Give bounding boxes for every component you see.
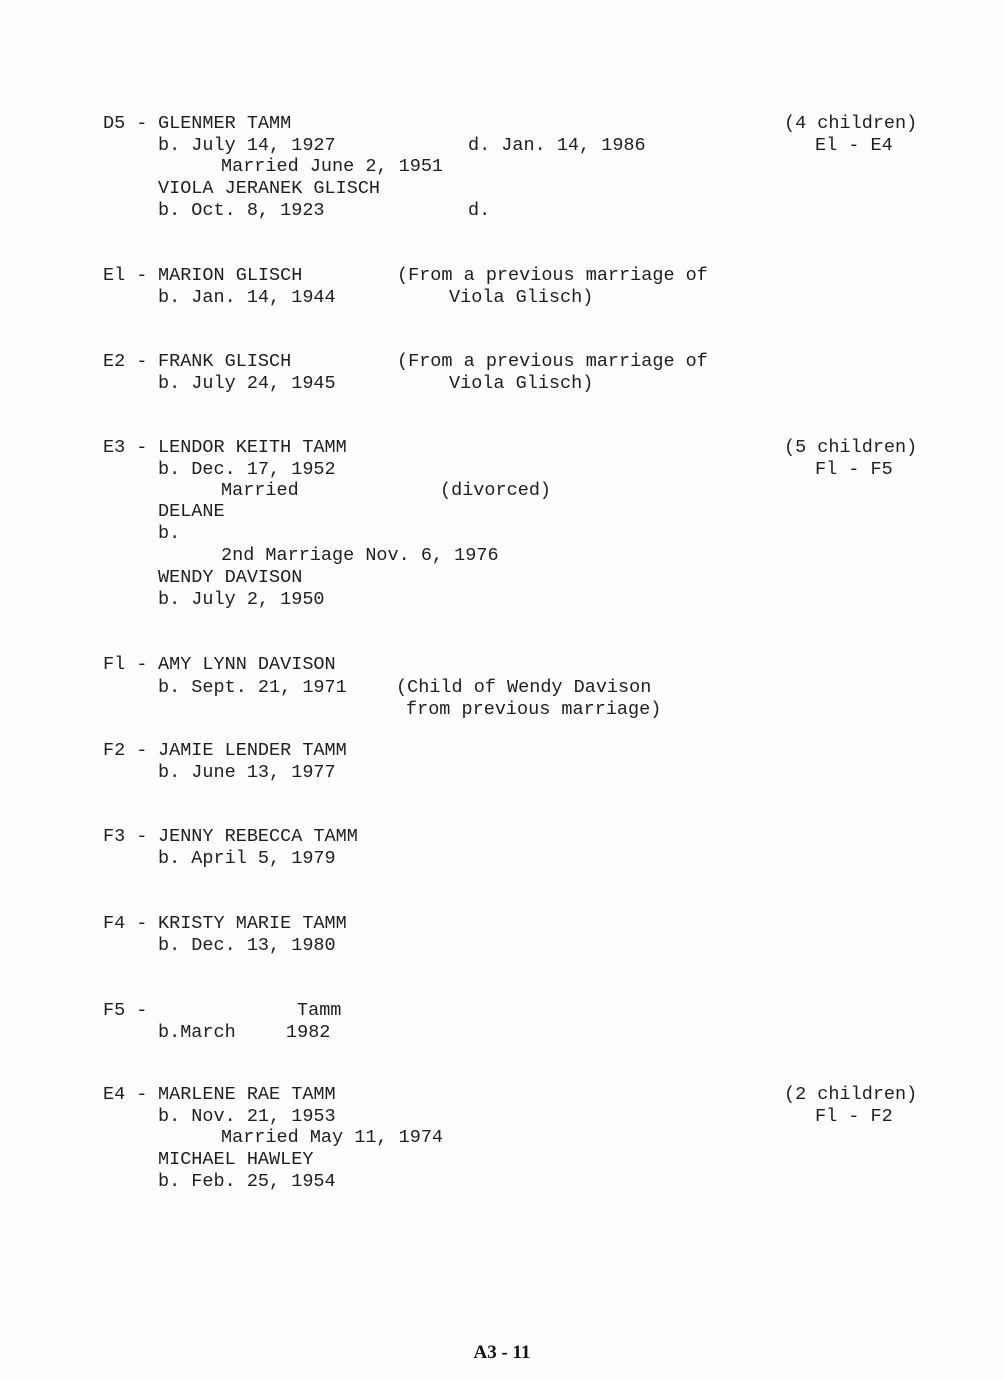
person-name: MARLENE RAE TAMM	[158, 1084, 336, 1105]
second-marriage-date: 2nd Marriage Nov. 6, 1976	[221, 545, 499, 566]
second-spouse-name: WENDY DAVISON	[158, 567, 303, 588]
marriage-label: Married	[221, 480, 299, 501]
person-name: AMY LYNN DAVISON	[158, 654, 336, 675]
entry-id: F4 -	[103, 913, 148, 934]
entry-id: Fl -	[103, 654, 148, 675]
note-line-1: (From a previous marriage of	[397, 265, 708, 286]
spouse-birth-date: b. Feb. 25, 1954	[158, 1171, 336, 1192]
entry-id: E2 -	[103, 351, 148, 372]
marriage-date: Married June 2, 1951	[221, 156, 444, 177]
person-name: FRANK GLISCH	[158, 351, 292, 372]
note-line-2: Viola Glisch)	[449, 373, 594, 394]
birth-month: b.March	[158, 1022, 236, 1043]
birth-date: b. Dec. 13, 1980	[158, 935, 336, 956]
person-name: JENNY REBECCA TAMM	[158, 826, 358, 847]
birth-date: b. Nov. 21, 1953	[158, 1106, 336, 1127]
entry-id: F2 -	[103, 740, 148, 761]
second-spouse-birth-date: b. July 2, 1950	[158, 589, 325, 610]
birth-year: 1982	[286, 1022, 331, 1043]
children-range: El - E4	[815, 135, 893, 156]
person-name: LENDOR KEITH TAMM	[158, 437, 347, 458]
page-number: A3 - 11	[473, 1342, 531, 1363]
spouse-death-date: d.	[468, 200, 491, 221]
spouse-birth-date: b.	[158, 523, 181, 544]
birth-date: b. Sept. 21, 1971	[158, 677, 347, 698]
spouse-birth-date: b. Oct. 8, 1923	[158, 200, 325, 221]
entry-id: El -	[103, 265, 148, 286]
divorced-note: (divorced)	[440, 480, 552, 501]
birth-date: b. April 5, 1979	[158, 848, 336, 869]
death-date: d. Jan. 14, 1986	[468, 135, 646, 156]
person-name: MARION GLISCH	[158, 265, 303, 286]
person-name: JAMIE LENDER TAMM	[158, 740, 347, 761]
entry-id: F3 -	[103, 826, 148, 847]
children-range: Fl - F5	[815, 459, 893, 480]
entry-id: D5 -	[103, 113, 148, 134]
note-line-2: from previous marriage)	[406, 699, 662, 720]
birth-date: b. July 24, 1945	[158, 373, 336, 394]
children-count: (2 children)	[784, 1084, 918, 1105]
spouse-name: DELANE	[158, 501, 225, 522]
entry-id: E3 -	[103, 437, 148, 458]
person-name: Tamm	[297, 1000, 342, 1021]
spouse-name: MICHAEL HAWLEY	[158, 1149, 314, 1170]
note-line-1: (Child of Wendy Davison	[396, 677, 652, 698]
children-count: (5 children)	[784, 437, 918, 458]
entry-id: E4 -	[103, 1084, 148, 1105]
children-count: (4 children)	[784, 113, 918, 134]
spouse-name: VIOLA JERANEK GLISCH	[158, 178, 381, 199]
birth-date: b. June 13, 1977	[158, 762, 336, 783]
birth-date: b. July 14, 1927	[158, 135, 336, 156]
children-range: Fl - F2	[815, 1106, 893, 1127]
birth-date: b. Jan. 14, 1944	[158, 287, 336, 308]
person-name: GLENMER TAMM	[158, 113, 292, 134]
person-name: KRISTY MARIE TAMM	[158, 913, 347, 934]
marriage-date: Married May 11, 1974	[221, 1127, 444, 1148]
birth-date: b. Dec. 17, 1952	[158, 459, 336, 480]
note-line-1: (From a previous marriage of	[397, 351, 708, 372]
entry-id: F5 -	[103, 1000, 148, 1021]
note-line-2: Viola Glisch)	[449, 287, 594, 308]
